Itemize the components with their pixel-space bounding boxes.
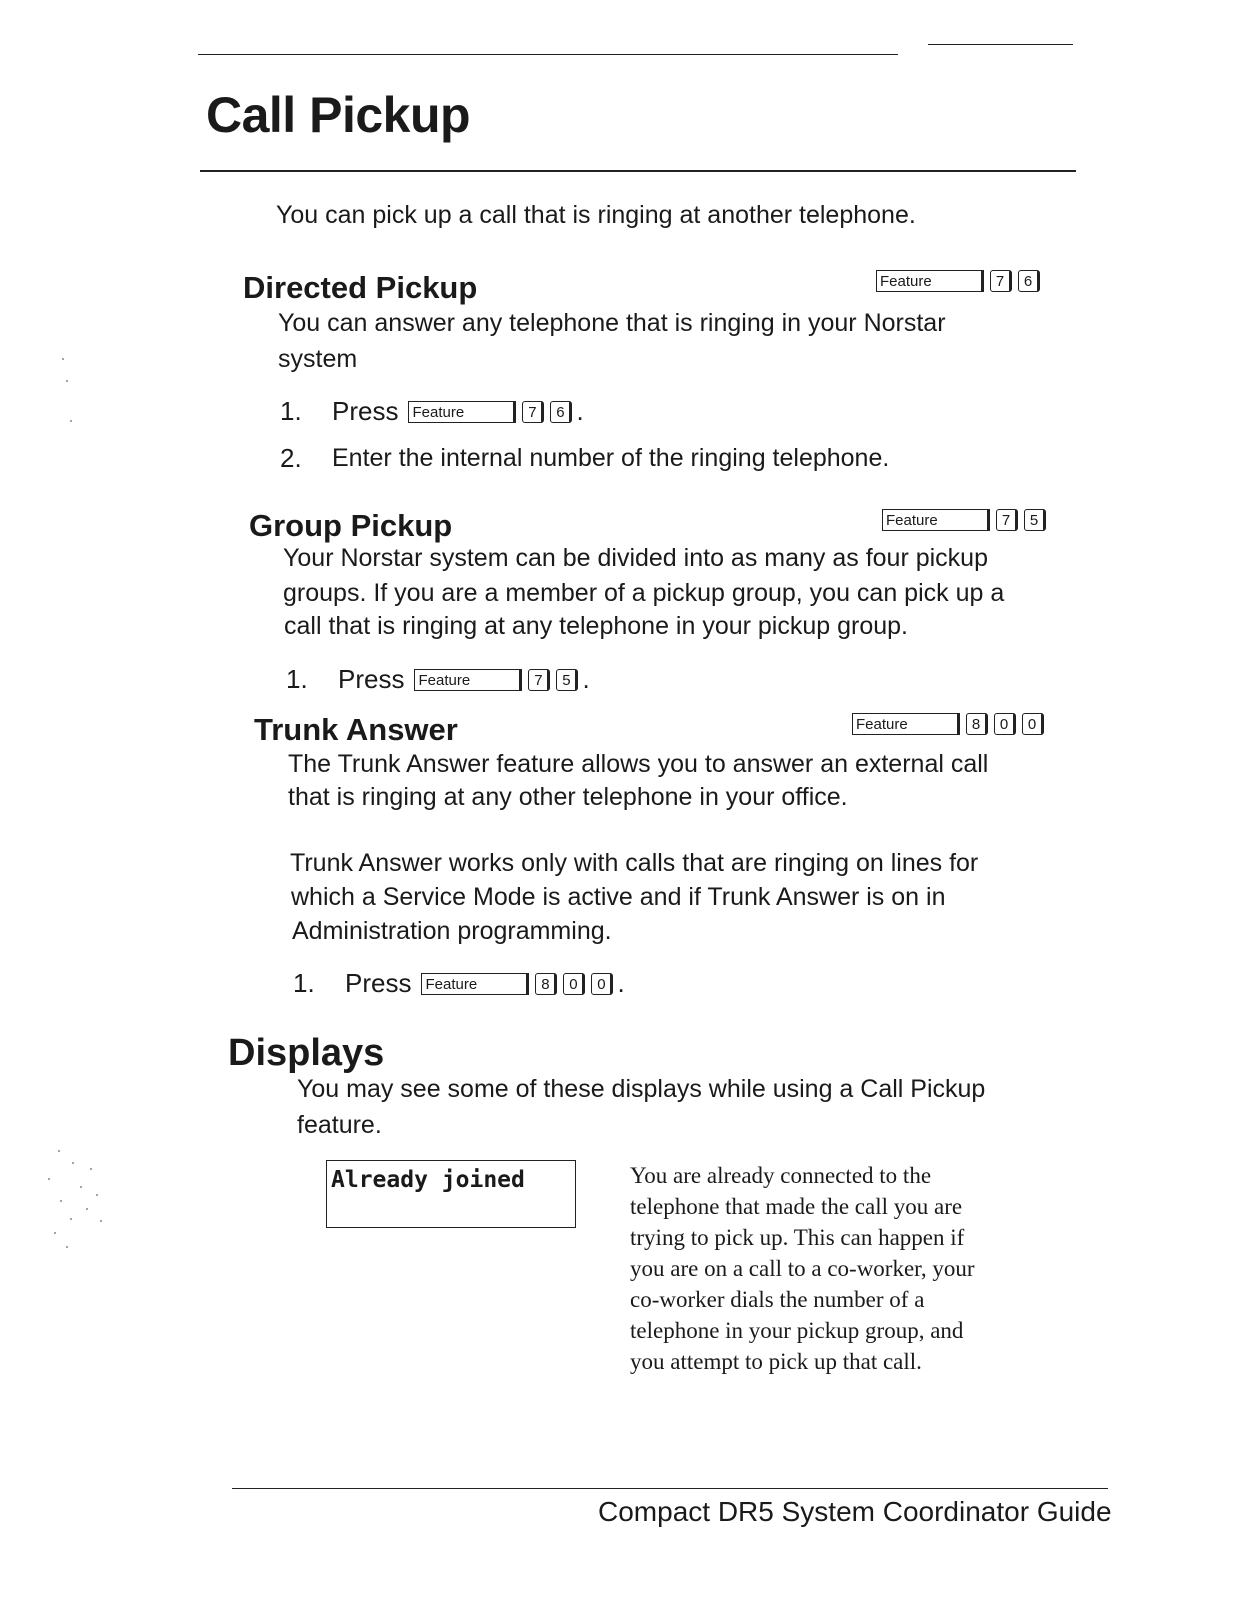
group-pickup-step1 (286, 664, 590, 695)
description-line: telephone that made the call you are (630, 1194, 963, 1219)
group-pickup-line1: Your Norstar system can be divided into as many as four pickup (283, 544, 988, 572)
directed-pickup-keys (876, 270, 1040, 292)
digit-key: 5 (1024, 509, 1046, 531)
trunk-answer-keys (852, 713, 1044, 735)
trunk-answer-p1-line2: that is ringing at any other telephone in your office. (288, 783, 848, 811)
directed-pickup-line2: system (278, 345, 358, 373)
step-press-label: Press (332, 396, 399, 426)
footer-rule (232, 1488, 1108, 1489)
intro-text: You can pick up a call that is ringing at another telephone. (276, 201, 916, 229)
trunk-answer-heading: Trunk Answer (254, 712, 458, 747)
description-line: telephone in your pickup group, and (630, 1318, 964, 1343)
trunk-answer-p2-line1: Trunk Answer works only with calls that are ringing on lines for (290, 849, 979, 877)
step-number: 1. (280, 396, 302, 426)
directed-pickup-line1: You can answer any telephone that is ringing in your Norstar (278, 309, 946, 337)
step-period: . (582, 664, 590, 694)
digit-key: 0 (994, 713, 1016, 735)
description-line: trying to pick up. This can happen if (630, 1225, 965, 1250)
digit-key: 7 (522, 401, 544, 423)
group-pickup-line3: call that is ringing at any telephone in your pickup group. (284, 612, 908, 640)
feature-key: Feature (408, 401, 516, 423)
displays-line1: You may see some of these displays while using a Call Pickup (297, 1075, 986, 1103)
top-rule-short (928, 44, 1073, 45)
digit-key: 6 (550, 401, 572, 423)
directed-pickup-step1 (280, 396, 584, 427)
description-line: You are already connected to the (630, 1163, 932, 1188)
feature-key: Feature (414, 669, 522, 691)
lcd-display: Already joined (326, 1160, 576, 1228)
digit-key: 7 (996, 509, 1018, 531)
directed-pickup-heading: Directed Pickup (243, 270, 478, 305)
page-title: Call Pickup (206, 87, 471, 143)
step-text: Enter the internal number of the ringing telephone. (332, 444, 890, 472)
trunk-answer-p2-line3: Administration programming. (292, 917, 612, 945)
footer-text: Compact DR5 System Coordinator Guide (598, 1496, 1112, 1527)
displays-line2: feature. (297, 1111, 382, 1139)
digit-key: 0 (591, 973, 613, 995)
digit-key: 7 (990, 270, 1012, 292)
trunk-answer-p2-line2: which a Service Mode is active and if Trunk Answer is on in (291, 883, 946, 911)
description-line: co-worker dials the number of a (630, 1287, 925, 1312)
trunk-answer-p1-line1: The Trunk Answer feature allows you to answer an external call (288, 750, 989, 778)
display-description (630, 1160, 975, 1377)
description-line: you attempt to pick up that call. (630, 1349, 922, 1374)
step-period: . (576, 396, 584, 426)
group-pickup-heading: Group Pickup (249, 508, 453, 543)
group-pickup-keys (882, 509, 1046, 531)
digit-key: 0 (1022, 713, 1044, 735)
group-pickup-line2: groups. If you are a member of a pickup group, you can pick up a (283, 579, 1005, 607)
step-press-label: Press (338, 664, 405, 694)
title-rule (200, 170, 1076, 172)
digit-key: 6 (1018, 270, 1040, 292)
step-number: 1. (286, 664, 308, 694)
feature-key: Feature (876, 270, 984, 292)
step-press-label: Press (345, 968, 412, 998)
top-rule (198, 54, 898, 55)
step-number: 2. (280, 443, 302, 473)
feature-key: Feature (852, 713, 960, 735)
step-period: . (617, 968, 625, 998)
feature-key: Feature (882, 509, 990, 531)
step-number: 1. (293, 968, 315, 998)
digit-key: 5 (556, 669, 578, 691)
displays-heading: Displays (228, 1032, 385, 1074)
description-line: you are on a call to a co-worker, your (630, 1256, 975, 1281)
digit-key: 7 (528, 669, 550, 691)
digit-key: 8 (966, 713, 988, 735)
directed-pickup-step2 (280, 443, 889, 474)
trunk-answer-step1 (293, 968, 625, 999)
digit-key: 8 (535, 973, 557, 995)
feature-key: Feature (421, 973, 529, 995)
digit-key: 0 (563, 973, 585, 995)
